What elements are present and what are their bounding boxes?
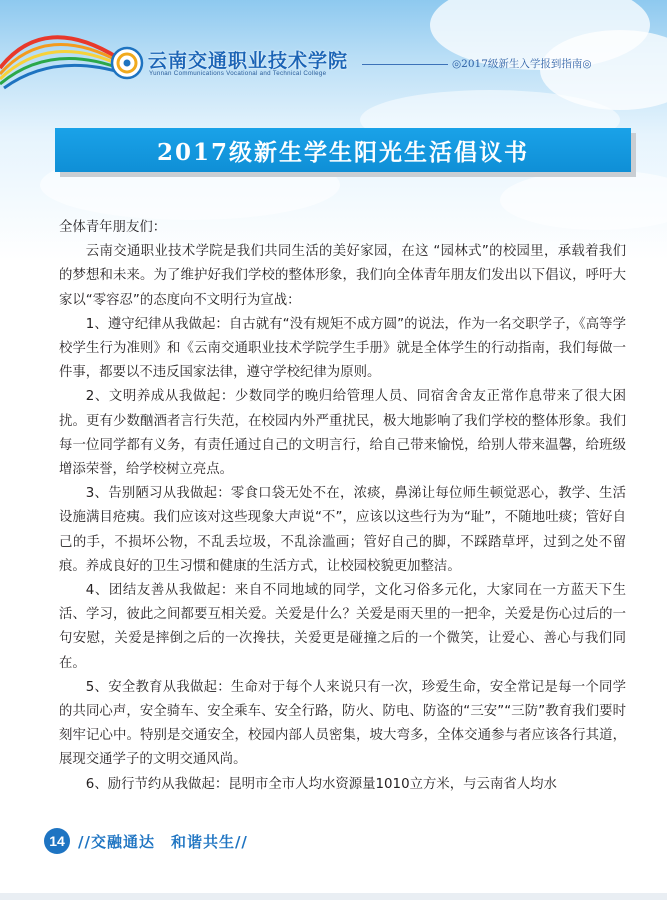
paragraph: 2、文明养成从我做起：少数同学的晚归给管理人员、同宿舍舍友正常作息带来了很大困扰。更有少数酗酒者言行失范，在校园内外严重扰民，极大地影响了我们学校的整体形象。我们每一位同学都有义务，有责任通过自己的文明言行，给自己带来愉悦，给别人带来温馨，给班级增添荣誉，给学校树立亮点。: [59, 389, 626, 478]
page-footer: [44, 828, 248, 854]
header-divider: [362, 64, 448, 65]
school-name-english: Yunnan Communications Vocational and Technical College: [149, 70, 327, 77]
paragraph: 4、团结友善从我做起：来自不同地域的同学，文化习俗多元化，大家同在一方蓝天下生活、学习，彼此之间都要互相关爱。关爱是什么？关爱是雨天里的一把伞，关爱是伤心过后的一句安慰，关爱是摔倒之后的一次搀扶，关爱更是碰撞之后的一个微笑，让爱心、善心与我们同在。: [59, 583, 626, 671]
page-number: 14: [44, 828, 70, 854]
paragraph: 3、告别陋习从我做起：零食口袋无处不在，浓痰，鼻涕让每位师生顿觉恶心，教学、生活设施满目疮痍。我们应该对这些现象大声说“不”，应该以这些行为为“耻”，不随地吐痰；管好自己的手，不损坏公物，不乱丢垃圾，不乱涂滥画；管好自己的脚，不踩踏草坪，过到之处不留痕。养成良好的卫生习惯和健康的生活方式，让校园校貌更加整洁。: [59, 486, 626, 574]
guide-title: ◎2017级新生入学报到指南◎: [452, 58, 592, 70]
school-name: 云南交通职业技术学院: [148, 50, 349, 72]
bottom-rule: [0, 893, 667, 900]
title-banner: [55, 128, 631, 172]
paragraph: 6、励行节约从我做起：昆明市全市人均水资源量1010立方米，与云南省人均水: [85, 776, 557, 792]
salutation: 全体青年朋友们：: [59, 220, 167, 235]
paragraph: 5、安全教育从我做起：生命对于每个人来说只有一次，珍爱生命，安全常记是每一个同学的共同心声，安全骑车、安全乘车、安全行路，防火、防电、防盗的“三安”“三防”教育我们要时刻牢记心中。特别是交通安全，校园内部人员密集，坡大弯多，全体交通参与者应该各行其道，展现交通学子的文明交通风尚。: [59, 679, 626, 768]
paragraph: 云南交通职业技术学院是我们共同生活的美好家园，在这 “园林式”的校园里，承载着我们的梦想和未来。为了维护好我们学校的整体形象，我们向全体青年朋友们发出以下倡议，呼吁大家以“零容忍”的态度向不文明行为宣战：: [59, 244, 626, 308]
footer-slogan: //交融通达 和谐共生//: [78, 832, 248, 851]
paragraph: 1、遵守纪律从我做起：自古就有“没有规矩不成方圆”的说法，作为一名交职学子，《高等学校学生行为准则》和《云南交通职业技术学院学生手册》就是全体学生的行动指南，我们每做一件事，都要以不违反国家法律，遵守学校纪律为原则。: [59, 316, 626, 381]
college-logo-icon: [110, 46, 144, 80]
document-title: 2017级新生学生阳光生活倡议书: [156, 138, 529, 166]
document-body: [59, 216, 626, 797]
